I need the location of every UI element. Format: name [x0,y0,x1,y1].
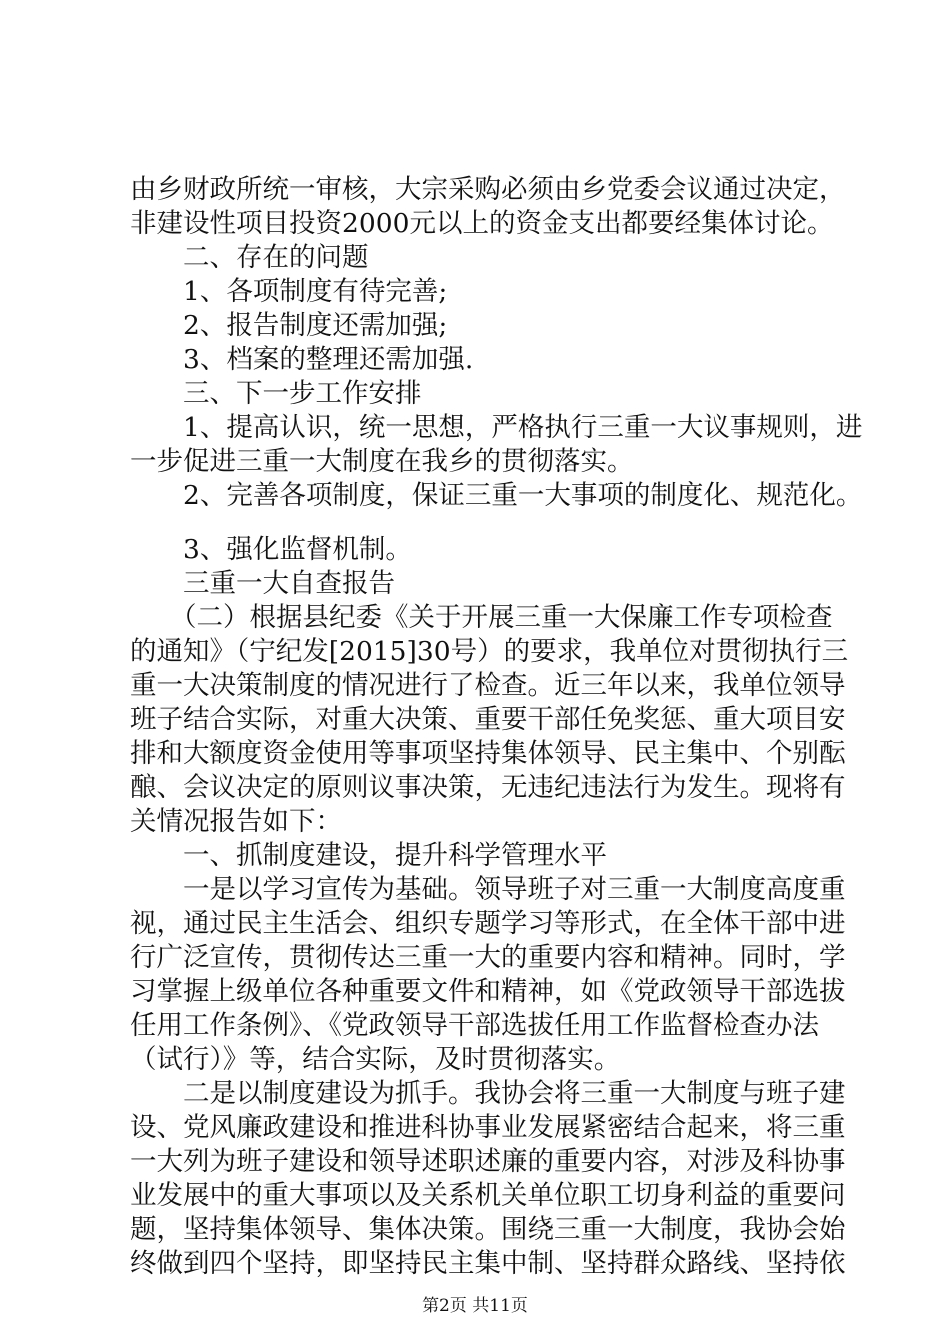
body-line: 的通知》（宁纪发[2015]30号）的要求，我单位对贯彻执行三 [130,636,849,667]
body-line: 酿、会议决定的原则议事决策，无违纪违法行为发生。现将有 [130,772,846,803]
body-line: 视，通过民主生活会、组织专题学习等形式，在全体干部中进 [130,908,846,939]
section-heading: 二、存在的问题 [183,242,369,273]
body-line: 终做到四个坚持，即坚持民主集中制、坚持群众路线、坚持依 [130,1248,846,1279]
body-line: 题，坚持集体领导、集体决策。围绕三重一大制度，我协会始 [130,1214,846,1245]
body-line: 关情况报告如下： [130,806,342,837]
list-item: 2、报告制度还需加强; [183,310,448,341]
body-line: （二）根据县纪委《关于开展三重一大保廉工作专项检查 [170,602,833,633]
report-title: 三重一大自查报告 [183,568,395,599]
body-line: 行广泛宣传，贯彻传达三重一大的重要内容和精神。同时，学 [130,942,846,973]
body-line: 业发展中的重大事项以及关系机关单位职工切身利益的重要问 [130,1180,846,1211]
section-heading: 三、下一步工作安排 [183,378,422,409]
body-line: 习掌握上级单位各种重要文件和精神，如《党政领导干部选拔 [130,976,846,1007]
body-line: （试行）》等，结合实际，及时贯彻落实。 [130,1044,621,1075]
body-line: 班子结合实际，对重大决策、重要干部任免奖惩、重大项目安 [130,704,846,735]
section-heading: 一、抓制度建设，提升科学管理水平 [183,840,607,871]
list-item: 1、各项制度有待完善; [183,276,448,307]
body-line: 一步促进三重一大制度在我乡的贯彻落实。 [130,446,634,477]
body-line: 由乡财政所统一审核，大宗采购必须由乡党委会议通过决定， [130,174,846,205]
body-line: 任用工作条例》、《党政领导干部选拔任用工作监督检查办法 [130,1010,819,1041]
body-line: 非建设性项目投资2000元以上的资金支出都要经集体讨论。 [130,208,834,239]
list-item: 2、完善各项制度，保证三重一大事项的制度化、规范化。 [183,480,863,511]
body-line: 设、党风廉政建设和推进科协事业发展紧密结合起来，将三重 [130,1112,846,1143]
body-line: 二是以制度建设为抓手。我协会将三重一大制度与班子建 [183,1078,846,1109]
body-line: 一是以学习宣传为基础。领导班子对三重一大制度高度重 [183,874,846,905]
page-number-footer: 第2页 共11页 [422,1296,528,1316]
list-item: 1、提高认识，统一思想，严格执行三重一大议事规则，进 [183,412,863,443]
list-item: 3、强化监督机制。 [183,534,412,565]
body-line: 排和大额度资金使用等事项坚持集体领导、民主集中、个别酝 [130,738,846,769]
body-line: 重一大决策制度的情况进行了检查。近三年以来，我单位领导 [130,670,846,701]
list-item: 3、档案的整理还需加强. [183,344,474,375]
body-line: 一大列为班子建设和领导述职述廉的重要内容，对涉及科协事 [130,1146,846,1177]
